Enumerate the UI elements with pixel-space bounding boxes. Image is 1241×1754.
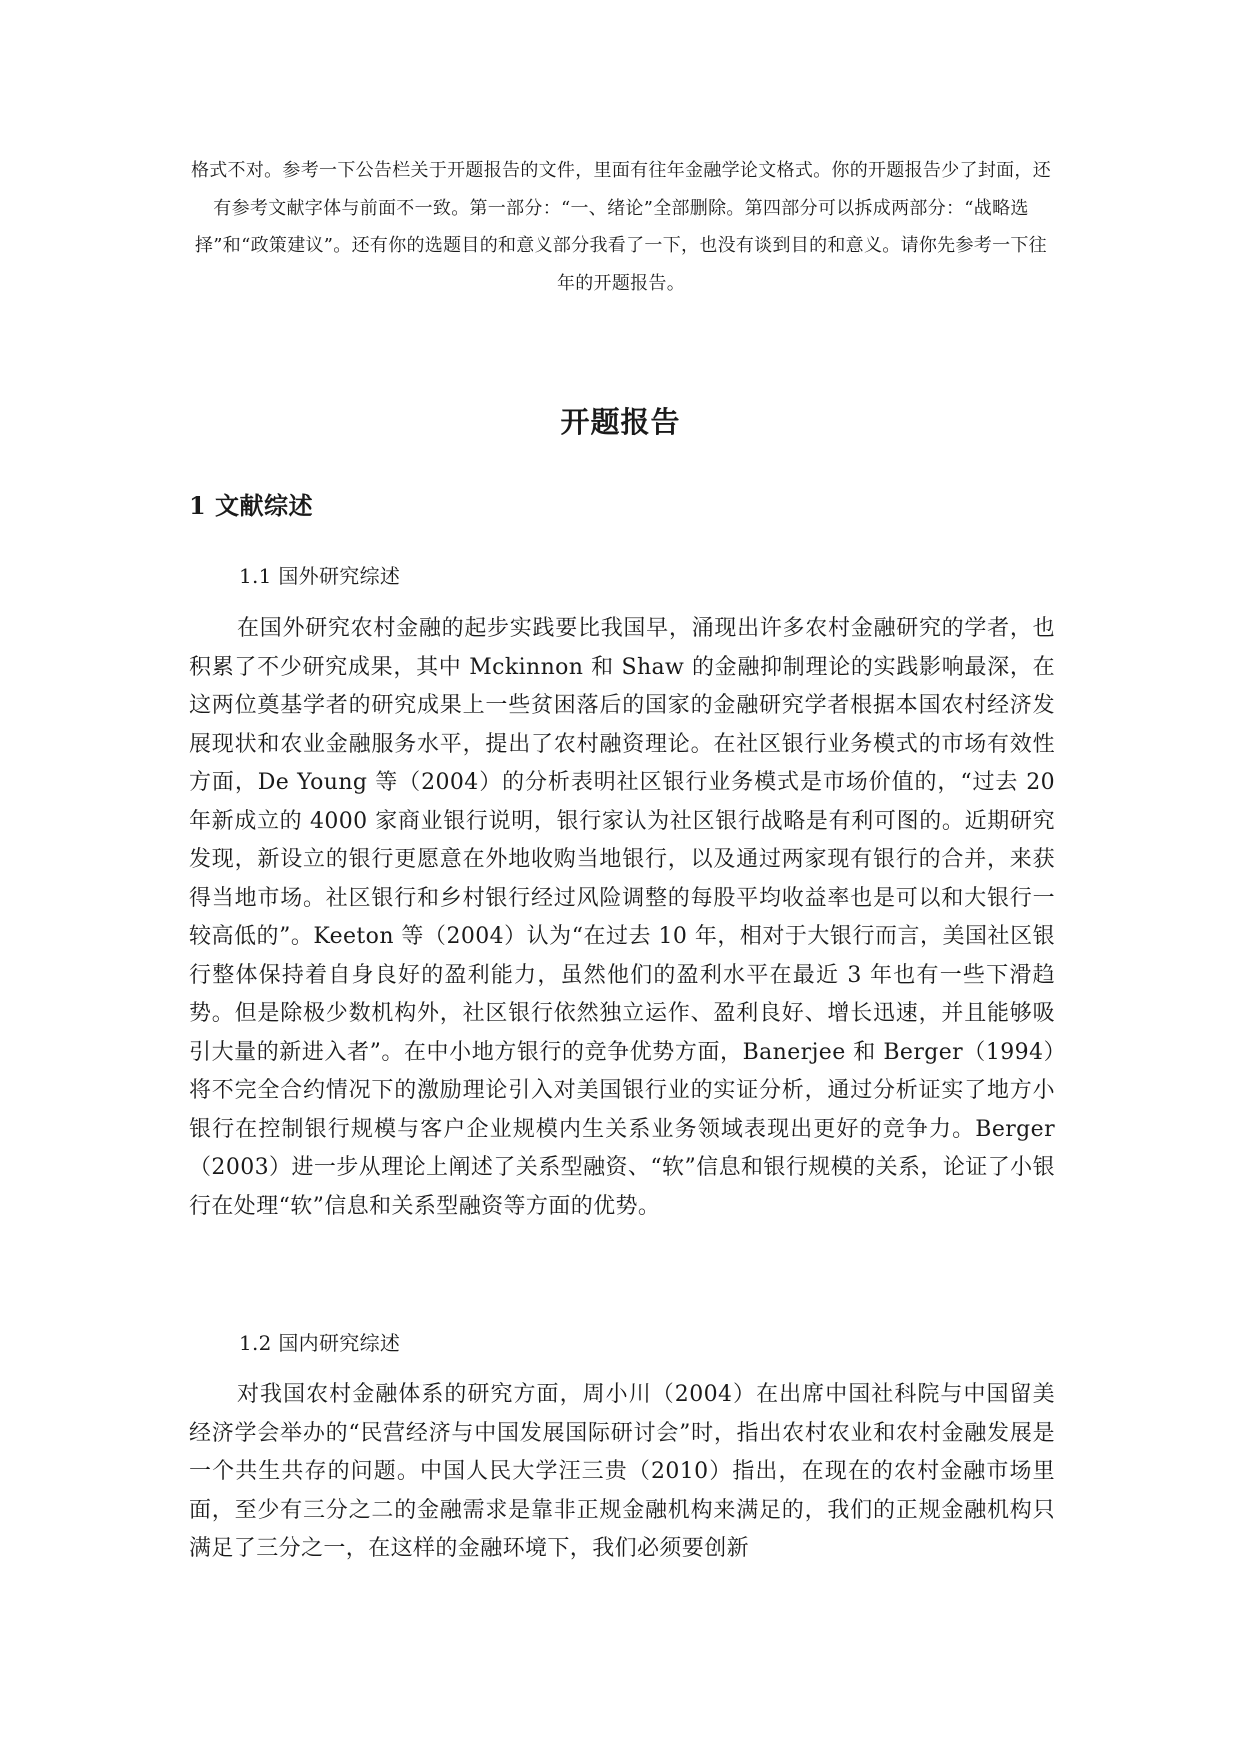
paragraph-domestic-review: 对我国农村金融体系的研究方面，周小川（2004）在出席中国社科院与中国留美经济学会举办的“民营经济与中国发展国际研讨会”时，指出农村农业和农村金融发展是一个共生共存的问题。中国人民大学汪三贵（2010）指出，在现在的农村金融市场里面，至少有三分之二的金融需求是靠非正规金融机构来满足的，我们的正规金融机构只满足了三分之一，在这样的金融环境下，我们必须要创新: [189, 1382, 1055, 1561]
subsection-heading-foreign: 1.1 国外研究综述: [239, 564, 401, 588]
review-comment: 格式不对。参考一下公告栏关于开题报告的文件，里面有往年金融学论文格式。你的开题报告少了封面，还有参考文献字体与前面不一致。第一部分：“一、绪论”全部删除。第四部分可以拆成两部分：“战略选择”和“政策建议”。还有你的选题目的和意义部分我看了一下，也没有谈到目的和意义。请你先参考一下往年的开题报告。: [190, 160, 1052, 294]
section-heading-literature-review: 1 文献综述: [189, 491, 314, 520]
page-title: 开题报告: [560, 405, 681, 439]
subsection-heading-domestic: 1.2 国内研究综述: [239, 1331, 401, 1355]
paragraph-foreign-review: 在国外研究农村金融的起步实践要比我国早，涌现出许多农村金融研究的学者，也积累了不少研究成果，其中 Mckinnon 和 Shaw 的金融抑制理论的实践影响最深，在这两位奠基学者的研究成果上一些贫困落后的国家的金融研究学者根据本国农村经济发展现状和农业金融服务水平，提出了农村融资理论。在社区银行业务模式的市场有效性方面，De Young 等（2004）的分析表明社区银行业务模式是市场价值的，“过去 20 年新成立的 4000 家商业银行说明，银行家认为社区银行战略是有利可图的。近期研究发现，新设立的银行更愿意在外地收购当地银行，以及通过两家现有银行的合并，来获得当地市场。社区银行和乡村银行经过风险调整的每股平均收益率也是可以和大银行一较高低的”。Keeton 等（2004）认为“在过去 10 年，相对于大银行而言，美国社区银行整体保持着自身良好的盈利能力，虽然他们的盈利水平在最近 3 年也有一些下滑趋势。但是除极少数机构外，社区银行依然独立运作、盈利良好、增长迅速，并且能够吸引大量的新进入者”。在中小地方银行的竞争优势方面，Banerjee 和 Berger（1994）将不完全合约情况下的激励理论引入对美国银行业的实证分析，通过分析证实了地方小银行在控制银行规模与客户企业规模内生关系业务领域表现出更好的竞争力。Berger（2003）进一步从理论上阐述了关系型融资、“软”信息和银行规模的关系，论证了小银行在处理“软”信息和关系型融资等方面的优势。: [189, 616, 1055, 1219]
